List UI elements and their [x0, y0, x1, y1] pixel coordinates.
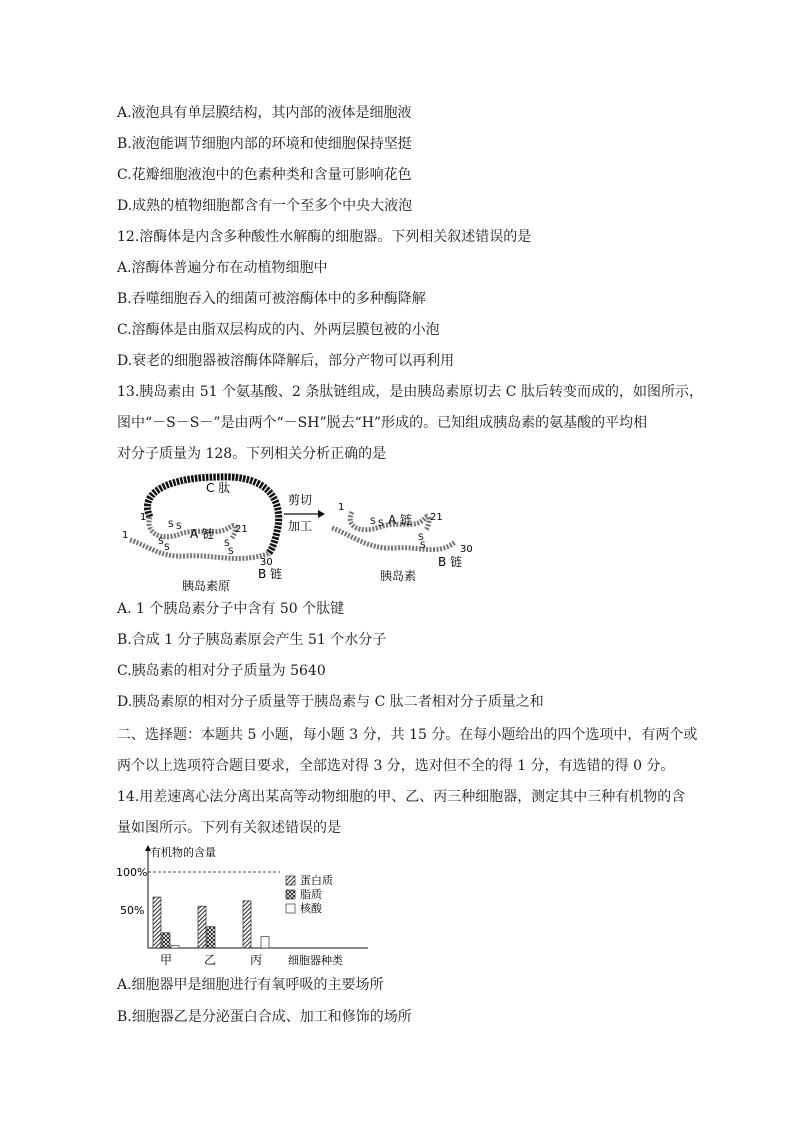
proinsulin-b-chain-label: B 链: [258, 567, 283, 581]
chart-xlabel: 细胞器种类: [288, 954, 343, 967]
q13-option-d: D.胰岛素原的相对分子质量等于胰岛素与 C 肽二者相对分子质量之和: [117, 694, 544, 710]
q12-option-d: D.衰老的细胞器被溶酶体降解后，部分产物可以再利用: [117, 353, 455, 369]
legend-swatch-protein: [286, 876, 295, 885]
q14-option-a: A.细胞器甲是细胞进行有氧呼吸的主要场所: [117, 977, 384, 993]
n21-label-right: 21: [430, 512, 443, 523]
q13-stem-line2: 图中“－S－S－”是由两个“－SH”脱去“H”形成的。已知组成胰岛素的氨基酸的平均相: [117, 415, 648, 431]
arrow-label-top: 剪切: [288, 493, 313, 507]
category-bing: 丙: [250, 953, 263, 967]
n21-label-left: 21: [235, 524, 248, 535]
ytick-100: 100%: [116, 866, 148, 879]
n1-label-b-left: 1: [122, 530, 129, 541]
disulfide-s9: S: [418, 533, 424, 543]
q13-option-c: C.胰岛素的相对分子质量为 5640: [117, 663, 326, 679]
bar-脂质-乙: [207, 927, 215, 948]
legend-swatch-lipid: [286, 890, 295, 899]
legend-swatch-nucleic-acid: [286, 904, 295, 913]
proinsulin-a-chain-label: A 链: [190, 527, 215, 541]
insulin-caption: 胰岛素: [380, 569, 417, 583]
ytick-50: 50%: [120, 904, 145, 917]
n1-label-left: 1: [140, 512, 147, 523]
chart-ylabel: 有机物的含量: [150, 846, 216, 859]
q11-option-c: C.花瓣细胞液泡中的色素种类和含量可影响花色: [117, 167, 412, 183]
disulfide-s4: S: [164, 543, 170, 553]
q14-option-b: B.细胞器乙是分泌蛋白合成、加工和修饰的场所: [117, 1009, 412, 1025]
insulin-a-chain-label: A 链: [388, 513, 413, 527]
bar-核酸-丙: [261, 937, 269, 948]
c-peptide-label: C 肽: [206, 481, 231, 495]
q12-stem: 12.溶酶体是内含多种酸性水解酶的细胞器。下列相关叙述错误的是: [117, 229, 532, 245]
disulfide-s7: S: [370, 517, 376, 527]
disulfide-s1: S: [168, 520, 174, 530]
n30-label-left: 30: [260, 557, 273, 568]
disulfide-s5: S: [224, 539, 230, 549]
legend-nucleic-acid: 核酸: [300, 902, 322, 915]
arrow-label-bottom: 加工: [288, 519, 313, 533]
chart-legend: [286, 873, 333, 915]
section2-line1: 二、选择题：本题共 5 小题，每小题 3 分，共 15 分。在每小题给出的四个选项中，有两个或: [117, 727, 698, 743]
section2-line2: 两个以上选项符合题目要求，全部选对得 3 分，选对但不全的得 1 分，有选错的得 0 分。: [117, 758, 675, 774]
n30-label-right: 30: [460, 544, 473, 555]
proinsulin-b-chain: [130, 540, 268, 559]
q14-stem-line1: 14.用差速离心法分离出某高等动物细胞的甲、乙、丙三种细胞器，测定其中三种有机物的含: [117, 789, 686, 805]
bar-蛋白质-甲: [153, 897, 161, 948]
q11-option-a: A.液泡具有单层膜结构，其内部的液体是细胞液: [117, 105, 412, 121]
insulin-diagram: [120, 472, 485, 596]
q13-option-a: A. 1 个胰岛素分子中含有 50 个肽键: [117, 601, 345, 617]
disulfide-s2: S: [176, 522, 182, 532]
category-jia: 甲: [160, 953, 173, 967]
organelle-bar-chart: [112, 842, 372, 970]
q12-option-c: C.溶酶体是由脂双层构成的内、外两层膜包被的小泡: [117, 322, 440, 338]
disulfide-s8: S: [378, 519, 384, 529]
bar-核酸-甲: [171, 946, 179, 948]
disulfide-s10: S: [420, 541, 426, 551]
bar-蛋白质-丙: [243, 901, 251, 948]
category-yi: 乙: [204, 953, 217, 967]
insulin-b-chain: [332, 528, 455, 550]
q12-option-b: B.吞噬细胞吞入的细菌可被溶酶体中的多种酶降解: [117, 291, 426, 307]
q12-option-a: A.溶酶体普遍分布在动植物细胞中: [117, 260, 328, 276]
q11-option-b: B.液泡能调节细胞内部的环境和使细胞保持坚挺: [117, 136, 412, 152]
insulin-b-chain-label: B 链: [438, 555, 463, 569]
disulfide-s3: S: [158, 537, 164, 547]
proinsulin-caption: 胰岛素原: [182, 579, 231, 593]
q13-option-b: B.合成 1 分子胰岛素原会产生 51 个水分子: [117, 632, 387, 648]
q14-stem-line2: 量如图所示。下列有关叙述错误的是: [117, 820, 341, 836]
n1-label-right: 1: [338, 502, 345, 513]
legend-protein: 蛋白质: [300, 874, 333, 887]
bar-蛋白质-乙: [198, 906, 206, 948]
q11-option-d: D.成熟的植物细胞都含有一个至多个中央大液泡: [117, 198, 413, 214]
legend-lipid: 脂质: [300, 888, 322, 901]
q13-stem-line3: 对分子质量为 128。下列相关分析正确的是: [117, 446, 387, 462]
arrow-head: [318, 510, 325, 518]
disulfide-s6: S: [228, 547, 234, 557]
q13-stem-line1: 13.胰岛素由 51 个氨基酸、2 条肽链组成，是由胰岛素原切去 C 肽后转变而成的，如图所示，: [117, 384, 703, 400]
bar-脂质-甲: [162, 933, 170, 948]
